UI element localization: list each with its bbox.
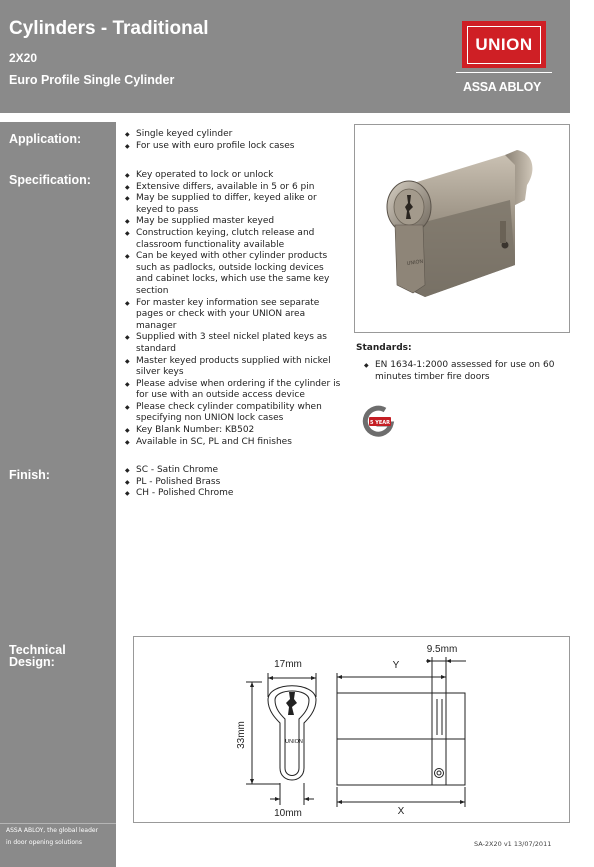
list-item: ◆ Please check cylinder compatibility when specifying non UNION lock cases (125, 402, 343, 425)
document-reference: SA-2X20 v1 13/07/2011 (474, 840, 552, 848)
list-item: ◆ Available in SC, PL and CH finishes (125, 437, 343, 449)
technical-drawing (133, 636, 570, 823)
specification-list (125, 170, 343, 448)
list-item: ◆ Please advise when ordering if the cylinder is for use with an outside access device (125, 379, 343, 402)
page-title: Cylinders - Traditional (9, 18, 209, 39)
cylinder-photo-illustration (355, 125, 569, 332)
dim-10mm: 10mm (274, 808, 302, 819)
finish-list (125, 465, 340, 500)
assa-abloy-logo-text: ASSA ABLOY (463, 80, 542, 94)
page-subtitle: Euro Profile Single Cylinder (9, 73, 175, 87)
footer-tagline-1: ASSA ABLOY, the global leader (6, 827, 99, 834)
list-item: ◆ Key Blank Number: KB502 (125, 425, 343, 437)
model-code: 2X20 (9, 51, 38, 65)
drawing-face-mark: UNION (285, 739, 303, 745)
application-label: Application: (9, 132, 82, 146)
product-photo (354, 124, 570, 333)
dim-9-5mm: 9.5mm (426, 644, 458, 655)
union-logo-frame (467, 26, 541, 64)
application-list (125, 129, 340, 152)
svg-text:UNION: UNION (406, 258, 424, 267)
list-item: ◆ For master key information see separate pages or check with your UNION area manager (125, 298, 343, 333)
dim-x: X (397, 806, 405, 817)
list-item: ◆ Extensive differs, available in 5 or 6 pin (125, 182, 343, 194)
dim-33mm: 33mm (236, 721, 247, 749)
technical-design-label (9, 644, 66, 668)
logo-divider (456, 72, 552, 73)
header-band (0, 0, 570, 113)
dim-y: Y (392, 660, 400, 671)
list-item: ◆ Master keyed products supplied with nickel silver keys (125, 356, 343, 379)
list-item: ◆ Supplied with 3 steel nickel plated keys as standard (125, 332, 343, 355)
list-item: ◆ Single keyed cylinder (125, 129, 340, 141)
union-logo (462, 21, 546, 68)
sidebar (0, 122, 116, 867)
list-item: ◆ PL - Polished Brass (125, 477, 340, 489)
list-item: ◆ Construction keying, clutch release and classroom functionality available (125, 228, 343, 251)
badge-text: 5 YEAR (370, 420, 390, 426)
five-year-badge-graphic (361, 404, 395, 438)
list-item: ◆ May be supplied to differ, keyed alike or keyed to pass (125, 193, 343, 216)
dim-17mm: 17mm (274, 659, 302, 670)
list-item: ◆ EN 1634-1:2000 assessed for use on 60 minutes timber fire doors (364, 360, 570, 383)
dimension-drawing (134, 637, 569, 822)
footer-tagline-2: in door opening solutions (6, 839, 82, 846)
finish-label: Finish: (9, 468, 50, 482)
union-logo-text: UNION (475, 34, 533, 54)
sidebar-divider (0, 823, 116, 824)
standards-heading: Standards: (356, 343, 412, 353)
specification-label: Specification: (9, 173, 91, 187)
technical-label-line1: Technical (9, 643, 66, 657)
list-item: ◆ SC - Satin Chrome (125, 465, 340, 477)
standards-list (364, 360, 570, 383)
list-item: ◆ CH - Polished Chrome (125, 488, 340, 500)
guarantee-badge-icon (361, 404, 395, 438)
list-item: ◆ Can be keyed with other cylinder products such as padlocks, outside locking devices and cabinet locks, which use the same key section (125, 251, 343, 297)
technical-label-line2: Design: (9, 655, 55, 669)
list-item: ◆ May be supplied master keyed (125, 216, 343, 228)
list-item: ◆ For use with euro profile lock cases (125, 141, 340, 153)
list-item: ◆ Key operated to lock or unlock (125, 170, 343, 182)
